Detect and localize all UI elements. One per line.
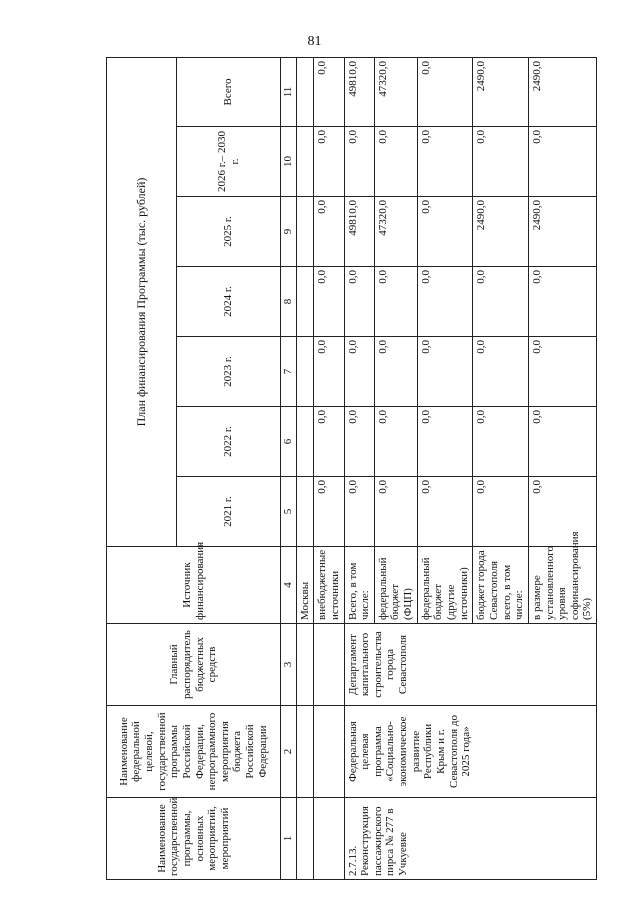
cell-value: 0,0 [314,477,344,547]
cell-budget-manager [296,624,314,706]
cell-federal-program [296,706,314,798]
cell-value [296,407,314,477]
header-total: Всего [177,57,281,126]
cell-value: 0,0 [528,477,596,547]
column-index: 2 [281,706,297,798]
cell-value: 0,0 [344,267,374,337]
cell-funding-source: федеральный бюджет (другие источники) [417,547,473,624]
cell-value: 0,0 [314,197,344,267]
header-year-2023: 2023 г. [177,337,281,407]
cell-funding-source: Всего, в том числе: [344,547,374,624]
cell-program [314,798,344,880]
header-funding-source: Источник финансирования [107,547,281,624]
page-number: 81 [307,34,322,49]
cell-program: 2.7.13. Реконструкция пассажирского пирса № 277 в Учкуевке [344,798,597,880]
table-row [296,57,314,879]
cell-value: 0,0 [374,407,417,477]
cell-value: 49810,0 [344,197,374,267]
financing-plan-table [106,57,597,880]
cell-value: 49810,0 [344,57,374,126]
cell-value: 0,0 [314,57,344,126]
cell-value: 0,0 [473,267,529,337]
cell-value: 0,0 [417,127,473,197]
cell-value [296,337,314,407]
cell-value: 47320,0 [374,57,417,126]
cell-value: 0,0 [314,407,344,477]
table-viewport [106,58,594,880]
cell-value [296,57,314,126]
column-index: 7 [281,337,297,407]
cell-funding-source: федеральный бюджет (ФЦП) [374,547,417,624]
cell-value: 0,0 [473,337,529,407]
header-year-2022: 2022 г. [177,407,281,477]
column-index: 8 [281,267,297,337]
cell-value: 47320,0 [374,197,417,267]
header-federal-program: Наименование федеральной целевой, государственной программы Российской Федерации, непрограммного мероприятия бюджета Российской Федерации [107,706,281,798]
cell-value: 0,0 [417,197,473,267]
cell-value: 0,0 [528,267,596,337]
cell-value: 0,0 [528,127,596,197]
cell-value: 0,0 [473,407,529,477]
column-index: 6 [281,407,297,477]
cell-funding-source: внебюджетные источники [314,547,344,624]
cell-value: 0,0 [314,337,344,407]
cell-funding-source: Москвы [296,547,314,624]
table-row [314,57,344,879]
cell-value: 0,0 [374,267,417,337]
cell-federal-program [314,706,344,798]
cell-value: 0,0 [374,477,417,547]
cell-value: 2490,0 [473,197,529,267]
cell-value: 0,0 [344,337,374,407]
cell-value [296,197,314,267]
cell-value: 2490,0 [528,197,596,267]
cell-value: 2490,0 [473,57,529,126]
cell-value: 0,0 [374,127,417,197]
column-index: 1 [281,798,297,880]
cell-value: 0,0 [314,267,344,337]
cell-value: 0,0 [344,477,374,547]
cell-program [296,798,314,880]
cell-value: 0,0 [528,407,596,477]
header-budget-manager: Главный распорядитель бюджетных средств [107,624,281,706]
cell-federal-program: Федеральная целевая программа «Социально-экономическое развитие Республики Крым и г. Севастополя до 2025 года» [344,706,597,798]
column-index: 11 [281,57,297,126]
cell-funding-source: в размере установленного уровня софинансирования (5%) [528,547,596,624]
header-year-2026-2030: 2026 г.– 2030 г. [177,127,281,197]
cell-value [296,127,314,197]
cell-value: 0,0 [417,57,473,126]
cell-funding-source: бюджет города Севастополя всего, в том числе: [473,547,529,624]
cell-value: 0,0 [314,127,344,197]
cell-value [296,477,314,547]
column-index: 3 [281,624,297,706]
header-program-name: Наименование государственной программы, основных мероприятий, мероприятий [107,798,281,880]
table-row [344,57,374,879]
header-year-2024: 2024 г. [177,267,281,337]
cell-budget-manager [314,624,344,706]
cell-value: 0,0 [473,127,529,197]
cell-value: 0,0 [417,267,473,337]
cell-value: 0,0 [528,337,596,407]
cell-value: 0,0 [473,477,529,547]
cell-value: 0,0 [344,127,374,197]
header-year-2025: 2025 г. [177,197,281,267]
column-index-row [281,57,297,879]
cell-value: 2490,0 [528,57,596,126]
cell-value: 0,0 [417,407,473,477]
cell-value [296,267,314,337]
column-index: 4 [281,547,297,624]
column-index: 10 [281,127,297,197]
cell-value: 0,0 [417,477,473,547]
cell-value: 0,0 [344,407,374,477]
header-row-top [107,57,177,879]
header-financing-plan: План финансирования Программы (тыс. рублей) [107,57,177,546]
cell-value: 0,0 [374,337,417,407]
column-index: 9 [281,197,297,267]
cell-value: 0,0 [417,337,473,407]
column-index: 5 [281,477,297,547]
rotated-table-container [106,58,594,880]
cell-budget-manager: Департамент капитального строительства города Севастополя [344,624,597,706]
header-year-2021: 2021 г. [177,477,281,547]
